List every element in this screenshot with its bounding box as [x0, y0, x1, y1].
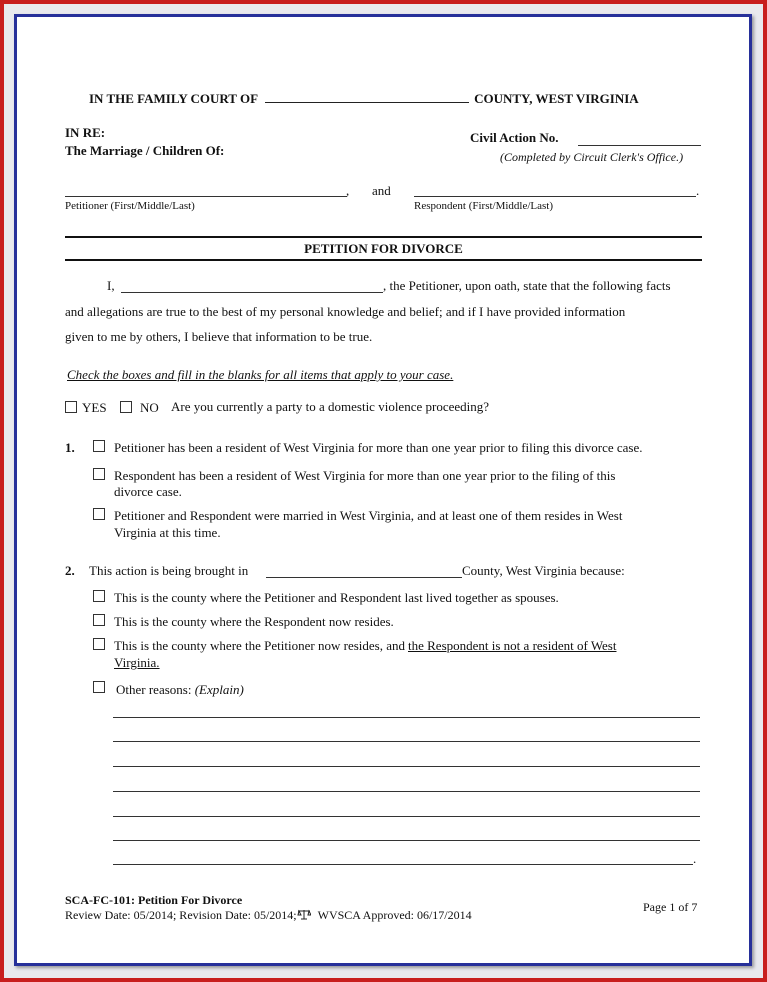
in-re-label: IN RE: [65, 125, 106, 140]
item2-opt4-checkbox[interactable] [93, 681, 105, 693]
explain-line-6[interactable] [113, 840, 700, 841]
civil-action-label: Civil Action No. [470, 130, 559, 145]
item2-opt3-line2: Virginia. [114, 655, 160, 670]
title-rule-top [65, 236, 702, 238]
oath-line1-tail: , the Petitioner, upon oath, state that the following facts [383, 278, 671, 293]
dv-question-text: Are you currently a party to a domestic violence proceeding? [171, 399, 490, 414]
item1-opt3-checkbox[interactable] [93, 508, 105, 520]
court-header-suffix: COUNTY, WEST VIRGINIA [474, 91, 639, 106]
explain-line-2[interactable] [113, 741, 700, 742]
item1-opt3-line1: Petitioner and Respondent were married in West Virginia, and at least one of them resides in West [114, 508, 623, 523]
item2-county-field[interactable] [266, 577, 462, 578]
civil-action-note: (Completed by Circuit Clerk's Office.) [500, 150, 684, 164]
item2-tail: County, West Virginia because: [462, 563, 625, 578]
footer-page-number: Page 1 of 7 [643, 900, 698, 914]
footer-approved: WVSCA Approved: 06/17/2014 [317, 908, 472, 922]
court-header [89, 89, 639, 107]
parties-and: and [372, 183, 391, 198]
explain-line-7[interactable] [113, 864, 693, 865]
instruction-text: Check the boxes and fill in the blanks for all items that apply to your case. [67, 367, 454, 382]
in-re-subtitle: The Marriage / Children Of: [65, 143, 225, 158]
explain-end-period: . [693, 851, 697, 866]
explain-line-5[interactable] [113, 816, 700, 817]
item1-opt1-checkbox[interactable] [93, 440, 105, 452]
civil-action-number-field[interactable] [578, 145, 701, 146]
dv-no-checkbox[interactable] [120, 401, 132, 413]
item1-opt2-line1: Respondent has been a resident of West Virginia for more than one year prior to the filing of this [114, 468, 616, 483]
item2-opt1-text: This is the county where the Petitioner and Respondent last lived together as spouses. [114, 590, 559, 605]
footer-form-id: SCA-FC-101: Petition For Divorce [65, 893, 243, 907]
scales-icon [297, 909, 311, 924]
oath-i: I, [107, 278, 115, 293]
item2-opt2-text: This is the county where the Respondent now resides. [114, 614, 394, 629]
county-name-field[interactable] [265, 89, 469, 103]
item2-opt4-label: Other reasons: [116, 682, 192, 697]
dv-no-label: NO [140, 400, 159, 415]
petitioner-name-field[interactable] [65, 196, 347, 197]
item2-opt4-explain: (Explain) [194, 682, 244, 697]
item2-lead: This action is being brought in [89, 563, 249, 578]
explain-line-4[interactable] [113, 791, 700, 792]
item1-opt1-text: Petitioner has been a resident of West Virginia for more than one year prior to filing this divorce case. [114, 440, 643, 455]
oath-name-field[interactable] [121, 292, 383, 293]
explain-line-1[interactable] [113, 717, 700, 718]
court-header-prefix: IN THE FAMILY COURT OF [89, 91, 258, 106]
item2-opt3-line1-a: This is the county where the Petitioner now resides, and [114, 638, 405, 653]
oath-line3: given to me by others, I believe that information to be true. [65, 329, 373, 344]
page-title: PETITION FOR DIVORCE [304, 241, 463, 256]
parties-comma: , [346, 183, 350, 198]
respondent-label: Respondent (First/Middle/Last) [414, 200, 554, 212]
title-rule-bottom [65, 259, 702, 261]
parties-period: . [696, 183, 700, 198]
item2-opt3-line1-b: the Respondent is not a resident of West [408, 638, 617, 653]
footer-dates [65, 908, 472, 924]
explain-line-3[interactable] [113, 766, 700, 767]
item2-opt1-checkbox[interactable] [93, 590, 105, 602]
footer-review: Review Date: 05/2014; Revision Date: 05/2014; [65, 908, 297, 922]
item1-opt2-checkbox[interactable] [93, 468, 105, 480]
item2-opt2-checkbox[interactable] [93, 614, 105, 626]
petitioner-label: Petitioner (First/Middle/Last) [65, 200, 195, 212]
item1-opt2-line2: divorce case. [114, 484, 182, 499]
dv-yes-label: YES [82, 400, 107, 415]
oath-line2: and allegations are true to the best of my personal knowledge and belief; and if I have provided information [65, 304, 626, 319]
item1-opt3-line2: Virginia at this time. [114, 525, 221, 540]
dv-yes-checkbox[interactable] [65, 401, 77, 413]
item2-opt4 [116, 682, 244, 698]
item2-opt3-checkbox[interactable] [93, 638, 105, 650]
item2-opt3-line1 [114, 638, 616, 654]
item2-number: 2. [65, 563, 75, 578]
item1-number: 1. [65, 440, 75, 455]
respondent-name-field[interactable] [414, 196, 696, 197]
